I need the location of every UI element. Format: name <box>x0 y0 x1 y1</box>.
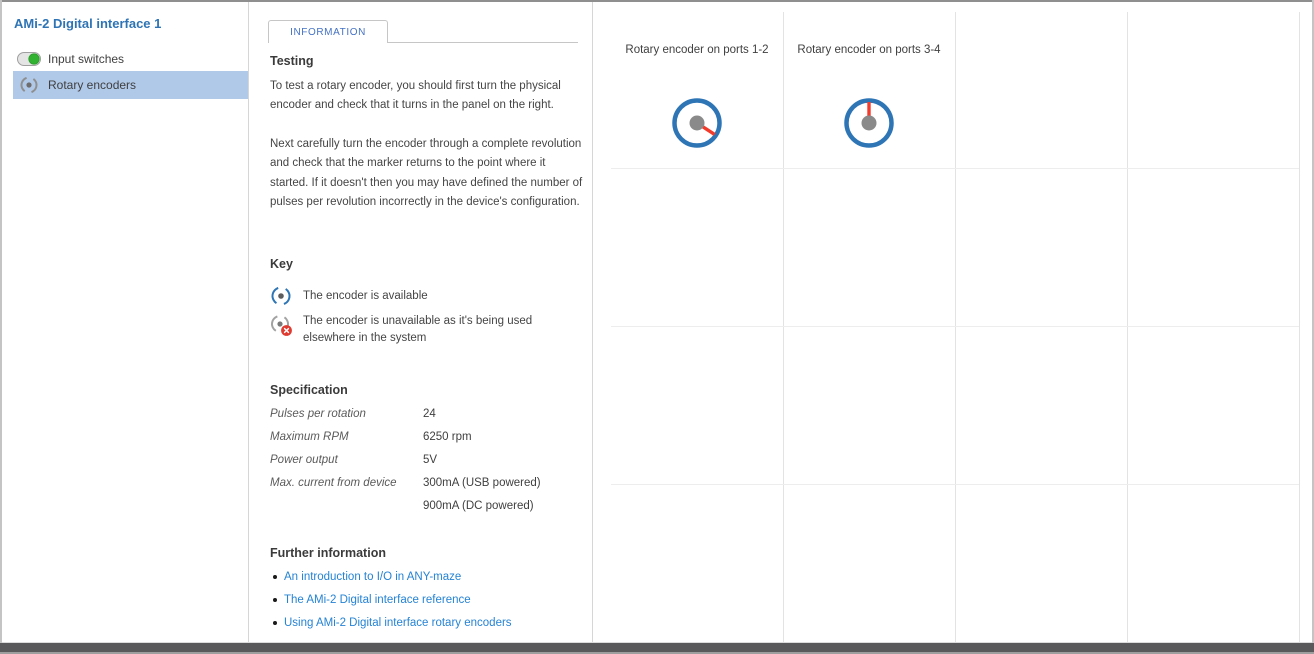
link-rotary-encoders[interactable]: Using AMi-2 Digital interface rotary encoders <box>284 617 512 629</box>
spec-value: 24 <box>423 407 436 420</box>
encoder-label: Rotary encoder on ports 1-2 <box>625 44 769 56</box>
specification-heading: Specification <box>270 383 348 397</box>
key-heading: Key <box>270 257 293 271</box>
sidebar-item-input-switches[interactable] <box>13 46 248 72</box>
spec-row <box>270 425 580 448</box>
testing-paragraph-1: To test a rotary encoder, you should first turn the physical encoder and check that it turns in the panel on the right. <box>270 80 561 112</box>
panel-separator <box>592 2 593 642</box>
grid-hline <box>611 484 1299 485</box>
spec-row <box>270 448 580 471</box>
spec-row <box>270 402 580 425</box>
bullet-icon <box>273 621 277 625</box>
spec-label: Maximum RPM <box>270 430 349 443</box>
spec-row <box>270 471 580 494</box>
bullet-icon <box>273 598 277 602</box>
key-item-text: The encoder is available <box>303 289 428 302</box>
device-title: AMi-2 Digital interface 1 <box>14 16 162 31</box>
testing-heading: Testing <box>270 54 314 68</box>
key-item-text: The encoder is unavailable as it's being used elsewhere in the system <box>303 315 533 344</box>
tab-information-label: INFORMATION <box>290 26 366 38</box>
encoder-available-icon <box>269 284 293 308</box>
spec-value: 300mA (USB powered) <box>423 476 541 489</box>
further-information-heading: Further information <box>270 546 386 560</box>
grid-vline <box>955 12 956 642</box>
panel-separator <box>248 2 249 642</box>
grid-hline <box>611 168 1299 169</box>
grid-vline <box>1299 12 1300 642</box>
key-item-available <box>269 284 573 308</box>
encoder-cell-ports-3-4[interactable] <box>783 12 955 168</box>
bullet-icon <box>273 575 277 579</box>
grid-vline <box>1127 12 1128 642</box>
spec-value: 900mA (DC powered) <box>423 499 534 512</box>
link-row <box>270 569 580 585</box>
sidebar-item-label: Rotary encoders <box>48 78 137 92</box>
window-border-bottom <box>0 643 1314 652</box>
encoder-label: Rotary encoder on ports 3-4 <box>797 44 941 56</box>
window-border-left <box>0 0 2 654</box>
link-row <box>270 592 580 608</box>
spec-label: Power output <box>270 453 338 466</box>
spec-label: Max. current from device <box>270 476 397 489</box>
grid-hline <box>611 326 1299 327</box>
toggle-on-icon[interactable] <box>17 49 41 69</box>
spec-row <box>270 494 580 517</box>
link-row <box>270 615 580 631</box>
testing-paragraph-2: Next carefully turn the encoder through a complete revolution and check that the marker returns to the point where it started. If it doesn't then you may have defined the number of pulses per revolution incorrectly in the device's configuration. <box>270 138 583 209</box>
encoder-unavailable-icon <box>269 313 293 337</box>
key-item-unavailable <box>269 313 573 347</box>
encoder-cell-ports-1-2[interactable] <box>611 12 783 168</box>
spec-value: 5V <box>423 453 438 466</box>
rotary-encoder-icon <box>17 75 41 95</box>
spec-value: 6250 rpm <box>423 430 472 443</box>
link-intro-io[interactable]: An introduction to I/O in ANY-maze <box>284 571 462 583</box>
encoder-dial <box>841 95 897 151</box>
encoder-dial <box>669 95 725 151</box>
sidebar-item-label: Input switches <box>48 52 125 66</box>
link-interface-reference[interactable]: The AMi-2 Digital interface reference <box>284 594 471 606</box>
window-border-top <box>0 0 1314 2</box>
spec-label: Pulses per rotation <box>270 407 366 420</box>
sidebar-item-rotary-encoders[interactable] <box>13 71 248 99</box>
tab-information[interactable] <box>268 20 388 43</box>
